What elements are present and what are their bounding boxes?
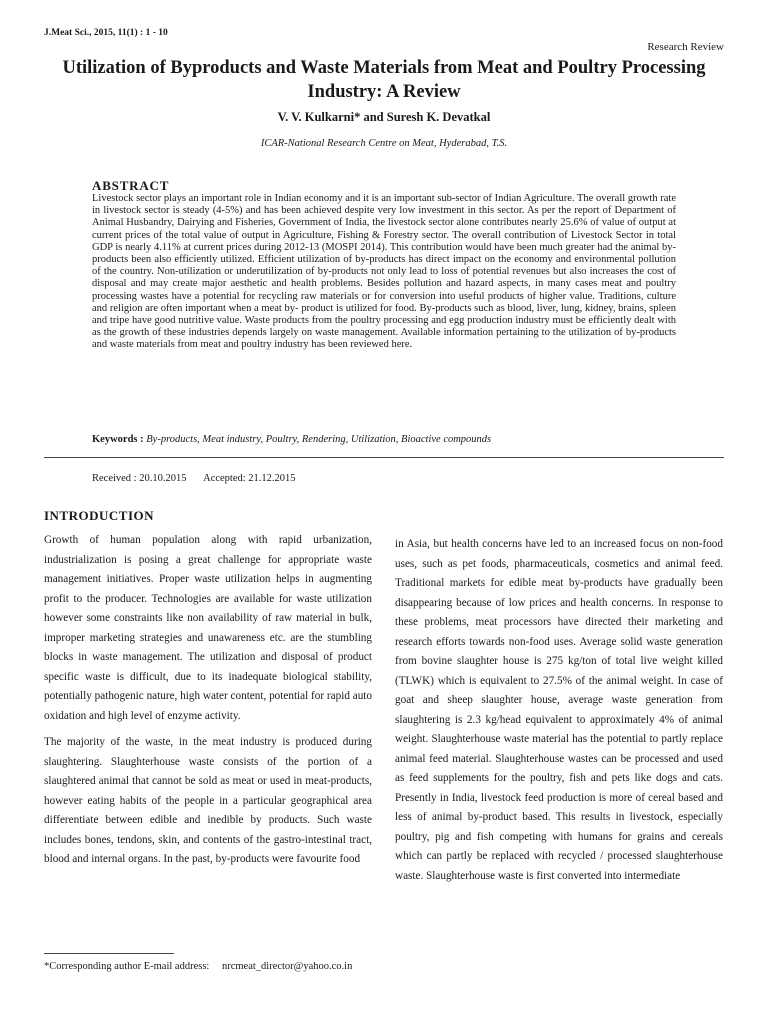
body-column-right	[395, 535, 723, 893]
paragraph: The majority of the waste, in the meat industry is produced during slaughtering. Slaughterhouse waste consists of the portion of a slaughtered animal that cannot be sold as meat or used in meat-products, however eating habits of the people in a particular geographical area differentiate between edible and inedible by products. Such waste includes bones, tendons, skin, and contents of the gastro-intestinal tract, blood and internal organs. In the past, by-products were favourite food	[44, 736, 372, 865]
abstract-text: Livestock sector plays an important role in Indian economy and it is an important sub-sector of Indian Agriculture. The overall growth rate in livestock sector is steady (4-5%) and has been achieved despite very low investment in this sector. As per the report of Department of Animal Husbandry, Dairying and Fisheries, Government of India, the livestock sector alone contributes nearly 25.6% of value of output at current prices of the total value of output in Agriculture, Fishing & Forestry sector. The overall contribution of Livestock Sector in total GDP is nearly 4.11% at current prices during 2012-13 (MOSPI 2014). This contribution would have been much greater had the animal by-products been also efficiently utilized. Efficient utilization of by-products has direct impact on the economy and environmental pollution of the country. Non-utilization or underutilization of by-products not only lead to loss of potential revenues but also increases the cost of disposal and may create major aesthetic and health problems. Besides pollution and hazard aspects, in many cases meat and poultry processing wastes have a potential for recycling raw materials or for conversion into useful products of higher value. Traditions, culture and religion are often important when a meat by- product is utilized for food. By-products such as blood, liver, lung, kidney, brains, spleen and tripe have good nutritive value. Waste products from the poultry processing and egg production industry must be efficiently dealt with as the growth of these industries depends largely on waste management. Available information pertaining to the utilization of by-products and waste materials from meat and poultry industry has been reviewed here.	[92, 193, 676, 351]
article-type: Research Review	[647, 41, 724, 53]
keywords-list: By-products, Meat industry, Poultry, Rendering, Utilization, Bioactive compounds	[146, 434, 492, 445]
keywords	[92, 434, 692, 445]
affiliation: ICAR-National Research Centre on Meat, Hyderabad, T.S.	[260, 138, 508, 149]
corresponding-email[interactable]: nrcmeat_director@yahoo.co.in	[221, 961, 353, 972]
journal-citation: J.Meat Sci., 2015, 11(1) : 1 - 10	[44, 28, 168, 38]
footnote	[44, 961, 352, 972]
received-date: Received : 20.10.2015	[92, 473, 187, 484]
keywords-label: Keywords :	[92, 434, 144, 445]
footnote-label: *Corresponding author E-mail address:	[44, 961, 210, 972]
article-dates	[92, 473, 296, 484]
accepted-date: Accepted: 21.12.2015	[203, 473, 296, 484]
paragraph: in Asia, but health concerns have led to an increased focus on non-food uses, such as pet foods, pharmaceuticals, cosmetics and animal feed. Traditional markets for edible meat by-products have gradually been disappearing because of low prices and health concerns. In response to these problems, meat processors have directed their marketing and research efforts towards non-food uses. Average solid waste generation from bovine slaughter house is 275 kg/ton of total live weight killed (TLWK) which is equivalent to 27.5% of the animal weight. In case of goat and sheep slaughter house, average waste generation from slaughtering is 2.3 kg/head equivalent to approximately 4% of animal weight. Slaughterhouse waste material has the potential to partly replace animal feed material. Slaughterhouse wastes can be processed and used as feed supplements for the poultry, fish and pets like dogs and cats. Presently in India, livestock feed production is more of cereal based and less of animal by-product based. This results in livestock, especially poultry, pig and fish competing with humans for grains and cereals which can partly be replaced with recycled / processed slaughterhouse waste. Slaughterhouse waste is first converted into intermediate	[395, 538, 723, 882]
authors: V. V. Kulkarni* and Suresh K. Devatkal	[277, 110, 491, 124]
body-column-left	[44, 531, 372, 877]
introduction-heading: INTRODUCTION	[44, 508, 155, 523]
abstract-heading: ABSTRACT	[92, 178, 170, 193]
paragraph: Growth of human population along with rapid urbanization, industrialization is posing a great challenge for appropriate waste management initiatives. Proper waste utilization helps in augmenting profit to the producer. Technologies are available for waste utilization however some constraints like non availability of raw material in bulk, improper marketing strategies and unawareness etc. are the stumbling blocks in waste management. The utilization and disposal of product specific waste is difficult, due to its inadequate biological stability, potentially pathogenic nature, high water content, potential for rapid auto oxidation and high level of enzyme activity.	[44, 534, 372, 722]
section-divider	[44, 457, 724, 458]
paper-title: Utilization of Byproducts and Waste Materials from Meat and Poultry Processing Industry: A Review	[62, 58, 706, 102]
footnote-divider	[44, 953, 174, 954]
